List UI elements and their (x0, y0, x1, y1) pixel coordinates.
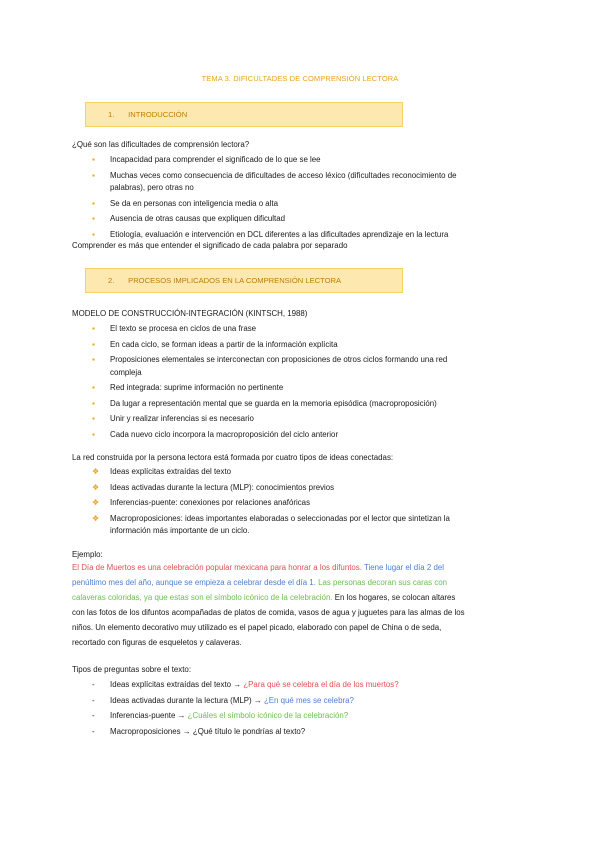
bullet-icon: ▪ (92, 429, 95, 439)
section-number: 1. (108, 110, 115, 119)
list-item: - Ideas explícitas extraídas del texto → ¿Para qué se celebra el día de los muertos? (92, 677, 399, 693)
list-item: ❖ Inferencias-puente: conexiones por relaciones anafóricas (92, 495, 450, 511)
example-line: con las fotos de los difuntos acompañadas de platos de comida, vasos de agua y juguetes para las almas de los (72, 608, 465, 617)
bullet-icon: ▪ (92, 339, 95, 349)
section-number: 2. (108, 276, 115, 285)
bullet-icon: ▪ (92, 383, 95, 392)
list-item: ▪ Etiología, evaluación e intervención en DCL diferentes a las dificultades aprendizaje en la lectura (92, 227, 457, 243)
questions-intro: Tipos de preguntas sobre el texto: (72, 665, 192, 674)
network-intro: La red construida por la persona lectora está formada por cuatro tipos de ideas conectadas: (72, 453, 394, 462)
list-item: ▪ Muchas veces como consecuencia de dificultades de acceso léxico (dificultades reconocimiento de palabras), pero otras no (92, 168, 457, 199)
list-item: ▪ Se da en personas con inteligencia media o alta (92, 196, 457, 212)
list-item: ▪ Cada nuevo ciclo incorpora la macroproposición del ciclo anterior (92, 427, 447, 443)
example-line: El Día de Muertos es una celebración popular mexicana para honrar a los difuntos. Tiene lugar el día 2 del (72, 563, 444, 572)
list-item: ▪ Unir y realizar inferencias si es necesario (92, 411, 447, 427)
model-bullet-list (92, 321, 447, 442)
intro-bullet-list (92, 152, 457, 242)
bullet-icon: ▪ (92, 198, 95, 208)
bullet-icon: ▪ (92, 355, 95, 364)
list-item: - Inferencias-puente → ¿Cuáles el símbolo icónico de la celebración? (92, 708, 399, 724)
bullet-icon: ▪ (92, 229, 95, 239)
example-line: calaveras coloridas, ya que estas son el símbolo icónico de la celebración. En los hogares, se colocan altares (72, 593, 456, 602)
example-paragraph (72, 560, 465, 650)
list-item: ❖ Macroproposiciones: ideas importantes elaboradas o seleccionadas por el lector que sintetizan la información más importante de un ciclo. (92, 511, 450, 542)
diamond-bullet-icon: ❖ (92, 482, 100, 492)
bullet-icon: ▪ (92, 324, 95, 333)
intro-conclusion: Comprender es más que entender el significado de cada palabra por separado (72, 241, 348, 250)
dash-bullet-icon: - (92, 680, 95, 689)
document-title: TEMA 3. DIFICULTADES DE COMPRENSIÓN LECTORA (201, 74, 399, 83)
list-item: ▪ En cada ciclo, se forman ideas a partir de la información explícita (92, 337, 447, 353)
bullet-icon: ▪ (92, 155, 95, 164)
diamond-bullet-icon: ❖ (92, 513, 100, 523)
list-item: ▪ Proposiciones elementales se interconectan con proposiciones de otros ciclos formando una red compleja (92, 352, 447, 383)
list-item: ▪ Red integrada: suprime información no pertinente (92, 380, 447, 396)
network-list (92, 464, 450, 542)
list-item: - Macroproposiciones → ¿Qué título le pondrías al texto? (92, 724, 399, 740)
bullet-icon: ▪ (92, 414, 95, 423)
dash-bullet-icon: - (92, 711, 95, 720)
model-heading: MODELO DE CONSTRUCCIÓN-INTEGRACIÓN (KINTSCH, 1988) (72, 309, 308, 318)
example-line: penúltimo mes del año, aunque se empieza a celebrar desde el día 1. Las personas decoran sus caras con (72, 578, 448, 587)
list-item: ▪ Incapacidad para comprender el significado de lo que se lee (92, 152, 457, 168)
bullet-icon: ▪ (92, 398, 95, 408)
list-item: ▪ Ausencia de otras causas que expliquen dificultad (92, 211, 457, 227)
section-label: PROCESOS IMPLICADOS EN LA COMPRENSIÓN LECTORA (128, 276, 342, 285)
list-item: - Ideas activadas durante la lectura (MLP) → ¿En qué mes se celebra? (92, 693, 399, 709)
example-label: Ejemplo: (72, 550, 103, 559)
list-item: ▪ Da lugar a representación mental que se guarda en la memoria episódica (macroproposición) (92, 396, 447, 412)
bullet-icon: ▪ (92, 214, 95, 223)
bullet-icon: ▪ (92, 170, 95, 180)
example-line: recortado con figuras de esqueletos y calaveras. (72, 638, 242, 647)
section-label: INTRODUCCIÓN (128, 110, 188, 119)
dash-bullet-icon: - (92, 726, 95, 736)
list-item: ❖ Ideas activadas durante la lectura (MLP): conocimientos previos (92, 480, 450, 496)
list-item: ❖ Ideas explícitas extraídas del texto (92, 464, 450, 480)
list-item: ▪ El texto se procesa en ciclos de una frase (92, 321, 447, 337)
intro-question: ¿Qué son las dificultades de comprensión lectora? (72, 140, 250, 149)
section-heading-procesos (85, 268, 403, 293)
questions-list (92, 677, 399, 739)
dash-bullet-icon: - (92, 695, 95, 705)
diamond-bullet-icon: ❖ (92, 467, 100, 476)
diamond-bullet-icon: ❖ (92, 498, 100, 507)
example-line: niños. Un elemento decorativo muy utilizado es el papel picado, elaborado con papel de China o de seda, (72, 623, 442, 632)
section-heading-introduccion (85, 102, 403, 127)
